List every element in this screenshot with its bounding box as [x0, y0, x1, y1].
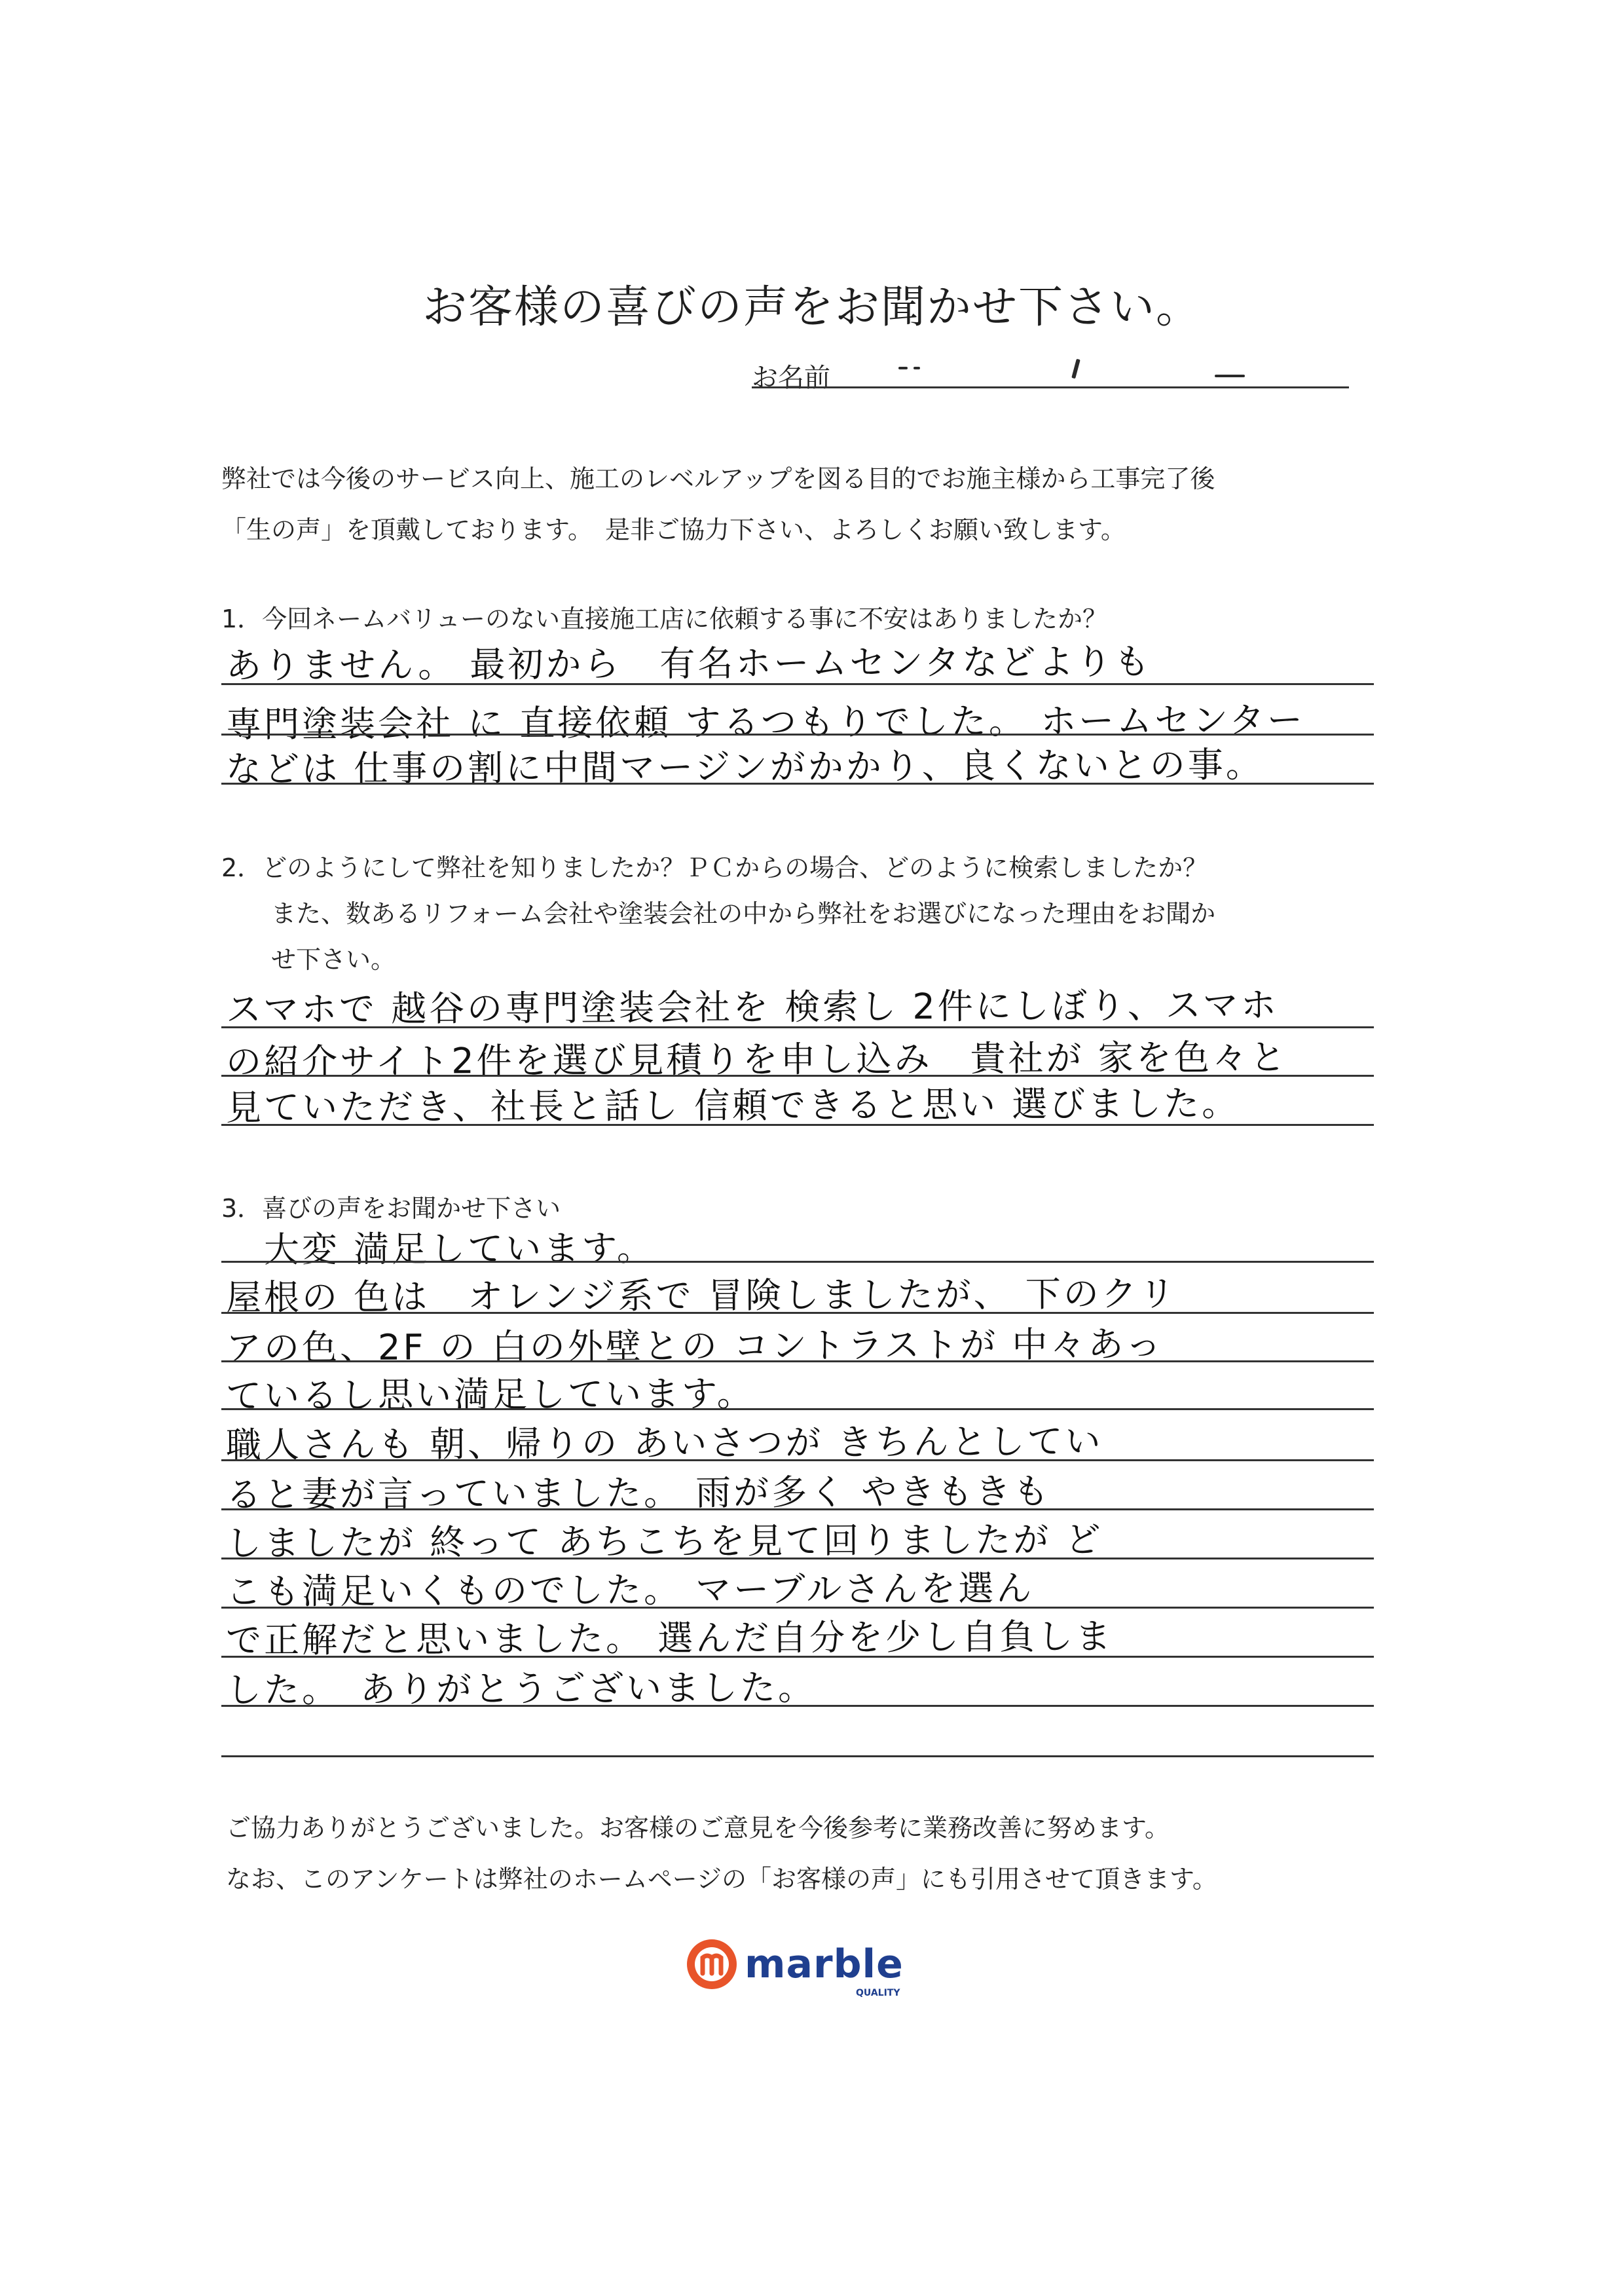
answer-1-line: などは 仕事の割に中間マージンがかかり、良くないとの事。 — [225, 743, 1264, 790]
question-2-line: 2．どのようにして弊社を知りましたか？ＰＣからの場合、どのように検索しましたか？ — [221, 853, 1208, 882]
answer-3-line: した。 ありがとうございました。 — [225, 1666, 817, 1711]
answer-rule — [221, 1408, 1374, 1410]
answer-rule — [221, 1459, 1374, 1461]
closing-line: なお、このアンケートは弊社のホームページの「お客様の声」にも引用させて頂きます。 — [226, 1865, 1217, 1894]
answer-1-line: 専門塗装会社 に 直接依頼 するつもりでした。 ホームセンター — [225, 699, 1306, 745]
name-handwriting-mark — [1071, 359, 1080, 379]
answer-rule — [221, 783, 1374, 785]
answer-3-line: 大変 満足しています。 — [225, 1227, 655, 1271]
answer-rule — [221, 1261, 1374, 1263]
answer-3-line: こも満足いくものでした。 マーブルさんを選ん — [225, 1567, 1035, 1613]
answer-rule — [221, 734, 1374, 736]
question-2 — [221, 845, 1215, 982]
answer-2-line: 見ていただき、社長と話し 信頼できると思い 選びました。 — [225, 1083, 1240, 1129]
name-handwriting-mark — [1215, 375, 1245, 377]
answer-3-line: しましたが 終って あちこちを見て回りましたが ど — [225, 1518, 1103, 1564]
answer-rule — [221, 1755, 1374, 1757]
answer-rule — [221, 1124, 1374, 1126]
question-2-line: また、数あるリフォーム会社や塗装会社の中から弊社をお選びになった理由をお聞か — [221, 899, 1216, 928]
answer-3-line: アの色、2F の 白の外壁との コントラストが 中々あっ — [225, 1323, 1164, 1369]
closing-text — [226, 1802, 1217, 1905]
answer-rule — [221, 1508, 1374, 1510]
question-3: 3．喜びの声をお聞かせ下さい — [221, 1194, 561, 1223]
answer-rule — [221, 1312, 1374, 1314]
marble-logo-graphic — [684, 1935, 933, 2001]
intro-text — [221, 453, 1215, 555]
intro-line: 「生の声」を頂戴しております。 是非ご協力下さい、よろしくお願い致します。 — [221, 515, 1126, 544]
marble-logo — [684, 1935, 933, 2001]
intro-line: 弊社では今後のサービス向上、施工のレベルアップを図る目的でお施主様から工事完了後 — [221, 464, 1215, 493]
question-2-line: せ下さい。 — [221, 945, 396, 974]
name-handwriting-mark — [898, 367, 908, 369]
answer-rule — [221, 1026, 1374, 1028]
answer-3-line: 屋根の 色は オレンジ系で 冒険しましたが、 下のクリ — [225, 1273, 1177, 1318]
answer-rule — [221, 683, 1374, 685]
logo-subtext: QUALITY — [856, 1988, 900, 1998]
name-label: お名前 — [752, 363, 830, 393]
answer-2-line: の紹介サイト2件を選び見積りを申し込み 貴社が 家を色々と — [225, 1036, 1288, 1083]
name-handwriting-mark — [913, 367, 920, 369]
name-underline — [752, 386, 1349, 388]
question-1: 1．今回ネームバリューのない直接施工店に依頼する事に不安はありましたか？ — [221, 605, 1108, 633]
page-title: お客様の喜びの声をお聞かせ下さい。 — [422, 282, 1202, 333]
answer-3-line: 職人さんも 朝、帰りの あいさつが きちんとしてい — [225, 1420, 1103, 1466]
answer-2-line: スマホで 越谷の専門塗装会社を 検索し 2件にしぼり、スマホ — [225, 984, 1279, 1030]
answer-3-line: で正解だと思いました。 選んだ自分を少し自負しま — [225, 1615, 1114, 1661]
answer-1-line: ありません。 最初から 有名ホームセンタなどよりも — [225, 641, 1153, 686]
logo-wordmark: marble — [745, 1941, 904, 1987]
closing-line: ご協力ありがとうございました。お客様のご意見を今後参考に業務改善に努めます。 — [226, 1814, 1170, 1842]
answer-3-line: ると妻が言っていました。 雨が多く やきもきも — [225, 1470, 1052, 1516]
answer-rule — [221, 1705, 1374, 1707]
answer-rule — [221, 1360, 1374, 1362]
answer-3-line: ているし思い満足しています。 — [225, 1373, 755, 1417]
